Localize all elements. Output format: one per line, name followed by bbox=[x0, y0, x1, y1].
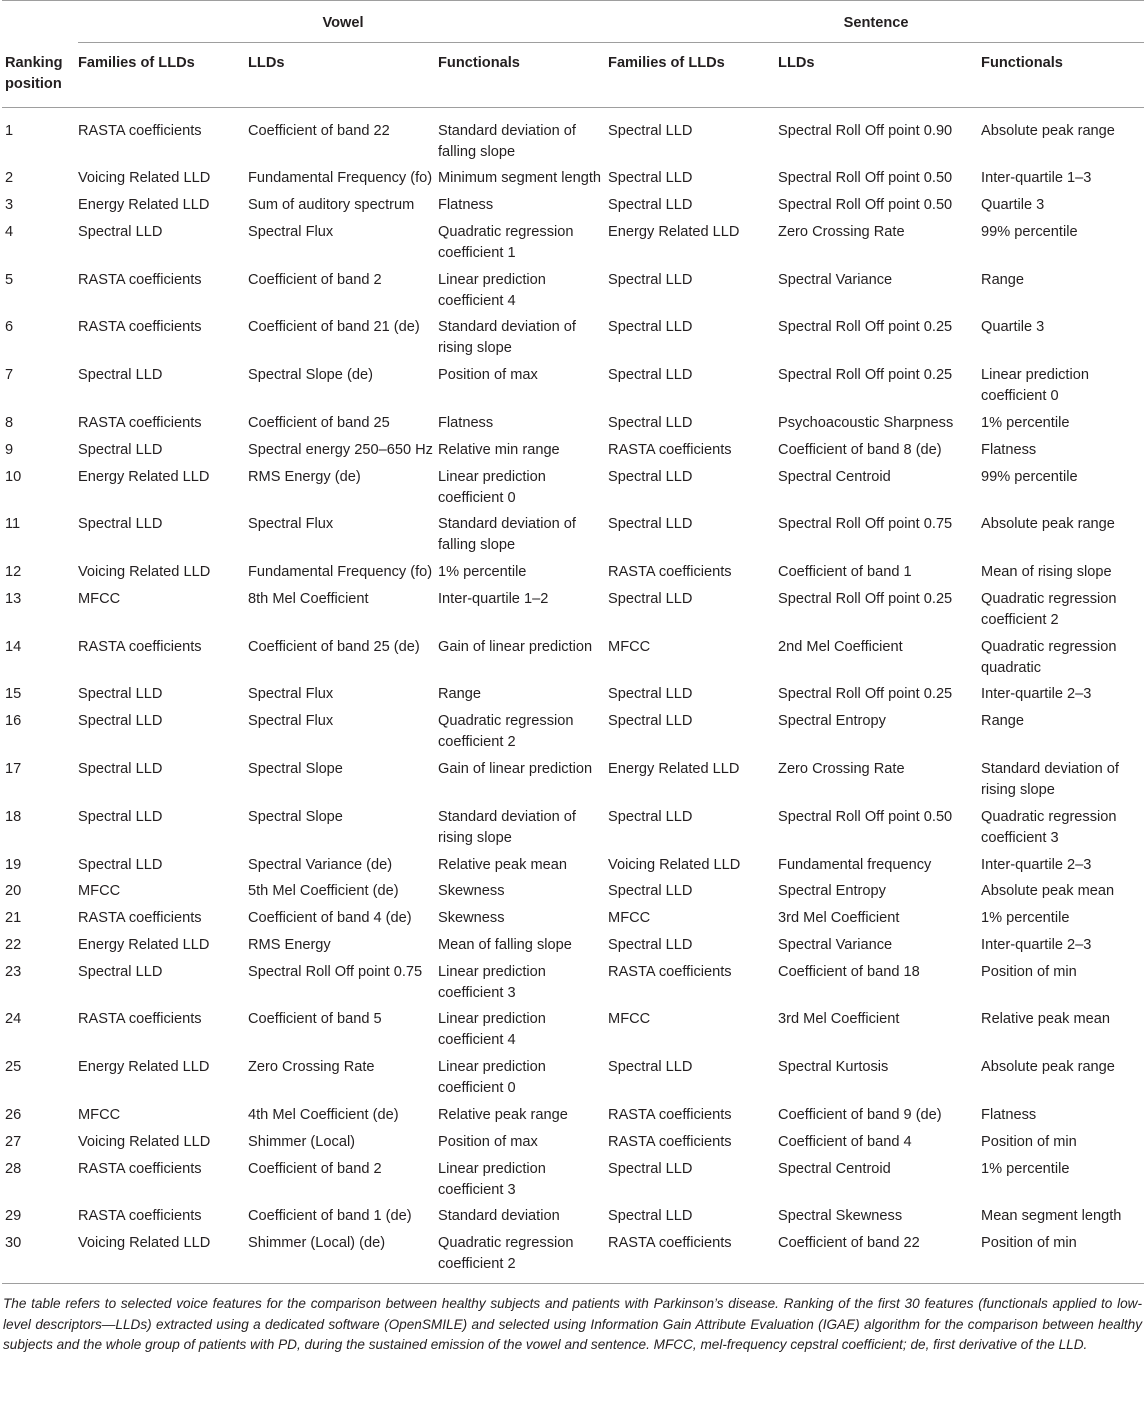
table-row bbox=[2, 509, 1144, 557]
cell-sentence-functional: Inter-quartile 2–3 bbox=[981, 856, 1092, 873]
cell-vowel-functional: Skewness bbox=[438, 883, 505, 900]
cell-sentence-lld: Spectral Kurtosis bbox=[778, 1059, 889, 1076]
cell-rank: 3 bbox=[5, 197, 14, 214]
cell-sentence-lld: 3rd Mel Coefficient bbox=[778, 1011, 900, 1028]
cell-sentence-functional: Flatness bbox=[981, 1107, 1037, 1124]
cell-rank: 19 bbox=[5, 856, 22, 873]
cell-sentence-family: Spectral LLD bbox=[608, 170, 693, 187]
cell-vowel-lld: Coefficient of band 22 bbox=[248, 122, 390, 139]
cell-vowel-functional: Position of max bbox=[438, 1133, 538, 1150]
cell-vowel-family: Energy Related LLD bbox=[78, 1059, 210, 1076]
cell-vowel-family: RASTA coefficients bbox=[78, 271, 202, 288]
cell-vowel-family: Energy Related LLD bbox=[78, 468, 210, 485]
cell-vowel-family: Spectral LLD bbox=[78, 963, 163, 980]
cell-sentence-family: Spectral LLD bbox=[608, 686, 693, 703]
cell-rank: 23 bbox=[5, 963, 22, 980]
table-row bbox=[2, 1126, 1144, 1153]
cell-sentence-family: Spectral LLD bbox=[608, 808, 693, 825]
cell-rank: 21 bbox=[5, 910, 22, 927]
cell-sentence-family: RASTA coefficients bbox=[608, 564, 732, 581]
cell-sentence-functional: Position of min bbox=[981, 1228, 1144, 1284]
cell-sentence-functional: Position of min bbox=[981, 963, 1077, 980]
cell-vowel-lld: Coefficient of band 25 (de) bbox=[248, 638, 420, 655]
cell-sentence-functional: Quartile 3 bbox=[981, 319, 1045, 336]
cell-rank: 28 bbox=[5, 1160, 22, 1177]
table-row bbox=[2, 1153, 1144, 1201]
table-row bbox=[2, 107, 1144, 163]
cell-sentence-family: MFCC bbox=[608, 1011, 651, 1028]
cell-sentence-functional: Relative peak mean bbox=[981, 1011, 1111, 1028]
cell-vowel-family: Energy Related LLD bbox=[78, 936, 210, 953]
cell-rank: 17 bbox=[5, 761, 22, 777]
cell-vowel-family: Spectral LLD bbox=[78, 713, 163, 730]
cell-sentence-family: Spectral LLD bbox=[608, 1059, 693, 1076]
cell-sentence-functional: 1% percentile bbox=[981, 1160, 1070, 1177]
cell-sentence-lld: Zero Crossing Rate bbox=[778, 223, 905, 240]
cell-sentence-family: Spectral LLD bbox=[608, 1160, 693, 1177]
cell-sentence-family: Energy Related LLD bbox=[608, 761, 740, 777]
cell-sentence-lld: 3rd Mel Coefficient bbox=[778, 910, 900, 927]
cell-vowel-functional: Standard deviation of rising slope bbox=[438, 808, 576, 846]
cell-sentence-family: Spectral LLD bbox=[608, 883, 693, 900]
cell-vowel-lld: Coefficient of band 2 bbox=[248, 271, 382, 288]
cell-sentence-family: RASTA coefficients bbox=[608, 1133, 732, 1150]
group-header-vowel: Vowel bbox=[78, 1, 608, 43]
cell-sentence-functional: 1% percentile bbox=[981, 910, 1070, 927]
table-row bbox=[2, 956, 1144, 1004]
cell-vowel-lld: Spectral Slope bbox=[248, 761, 343, 777]
cell-vowel-functional: Flatness bbox=[438, 414, 494, 431]
cell-vowel-lld: Coefficient of band 5 bbox=[248, 1011, 382, 1028]
cell-sentence-functional: Position of min bbox=[981, 1133, 1077, 1150]
cell-vowel-lld: Fundamental Frequency (fo) bbox=[248, 170, 433, 187]
cell-sentence-lld: Spectral Entropy bbox=[778, 713, 886, 730]
group-header-sentence: Sentence bbox=[608, 1, 1144, 43]
cell-sentence-lld: Spectral Roll Off point 0.90 bbox=[778, 122, 953, 139]
cell-vowel-lld: Coefficient of band 2 bbox=[248, 1160, 382, 1177]
cell-vowel-functional: Standard deviation of rising slope bbox=[438, 319, 576, 357]
cell-vowel-lld: Spectral Flux bbox=[248, 686, 334, 703]
table-row bbox=[2, 216, 1144, 264]
cell-vowel-lld: Coefficient of band 25 bbox=[248, 414, 390, 431]
table-row bbox=[2, 557, 1144, 584]
cell-sentence-functional: Quadratic regression coefficient 2 bbox=[981, 590, 1117, 628]
group-header-row bbox=[2, 1, 1144, 43]
cell-sentence-family: Spectral LLD bbox=[608, 197, 693, 214]
cell-sentence-functional: Mean of rising slope bbox=[981, 564, 1112, 581]
cell-vowel-family: RASTA coefficients bbox=[78, 414, 202, 431]
cell-rank: 2 bbox=[5, 170, 14, 187]
cell-rank: 7 bbox=[5, 367, 14, 384]
cell-sentence-lld: Spectral Roll Off point 0.25 bbox=[778, 319, 953, 336]
cell-sentence-functional: 99% percentile bbox=[981, 468, 1078, 485]
col-header-vowel-functional: Functionals bbox=[438, 43, 608, 108]
table-row bbox=[2, 631, 1144, 679]
table-row bbox=[2, 360, 1144, 408]
cell-rank: 18 bbox=[5, 808, 22, 825]
table-row bbox=[2, 312, 1144, 360]
table-row bbox=[2, 876, 1144, 903]
cell-sentence-functional: Absolute peak range bbox=[981, 516, 1115, 533]
cell-sentence-lld: Spectral Roll Off point 0.25 bbox=[778, 590, 953, 607]
cell-sentence-lld: Spectral Centroid bbox=[778, 468, 891, 485]
table-row bbox=[2, 754, 1144, 802]
cell-vowel-functional: Linear prediction coefficient 0 bbox=[438, 1059, 546, 1097]
cell-vowel-family: Spectral LLD bbox=[78, 761, 163, 777]
cell-sentence-family: Spectral LLD bbox=[608, 319, 693, 336]
cell-vowel-family: RASTA coefficients bbox=[78, 319, 202, 336]
cell-vowel-lld: RMS Energy (de) bbox=[248, 468, 361, 485]
cell-sentence-lld: Coefficient of band 18 bbox=[778, 963, 920, 980]
cell-sentence-lld: Spectral Roll Off point 0.50 bbox=[778, 808, 953, 825]
cell-vowel-family: Energy Related LLD bbox=[78, 197, 210, 214]
cell-rank: 15 bbox=[5, 686, 22, 703]
table-row bbox=[2, 1004, 1144, 1052]
col-header-sentence-family: Families of LLDs bbox=[608, 43, 778, 108]
cell-vowel-lld: Fundamental Frequency (fo) bbox=[248, 564, 433, 581]
cell-vowel-lld: RMS Energy bbox=[248, 936, 331, 953]
cell-sentence-lld: Spectral Roll Off point 0.75 bbox=[778, 516, 953, 533]
cell-vowel-functional: Linear prediction coefficient 4 bbox=[438, 1011, 546, 1049]
cell-vowel-lld: 4th Mel Coefficient (de) bbox=[248, 1107, 399, 1124]
cell-vowel-lld: Spectral Slope (de) bbox=[248, 367, 373, 384]
cell-sentence-functional: Linear prediction coefficient 0 bbox=[981, 367, 1089, 405]
cell-vowel-family: RASTA coefficients bbox=[78, 1208, 202, 1225]
cell-sentence-lld: Spectral Variance bbox=[778, 271, 893, 288]
cell-vowel-family: RASTA coefficients bbox=[78, 122, 202, 139]
cell-sentence-family: Spectral LLD bbox=[608, 1208, 693, 1225]
cell-rank: 26 bbox=[5, 1107, 22, 1124]
cell-sentence-functional: Absolute peak range bbox=[981, 122, 1115, 139]
cell-rank: 4 bbox=[5, 223, 14, 240]
cell-sentence-functional: Inter-quartile 1–3 bbox=[981, 170, 1092, 187]
col-header-ranking: Ranking position bbox=[2, 43, 78, 108]
cell-sentence-lld: Coefficient of band 1 bbox=[778, 564, 912, 581]
cell-vowel-functional: Linear prediction coefficient 3 bbox=[438, 963, 546, 1001]
cell-sentence-functional: Absolute peak mean bbox=[981, 883, 1115, 900]
cell-rank: 8 bbox=[5, 414, 14, 431]
cell-sentence-lld: Spectral Roll Off point 0.50 bbox=[778, 170, 953, 187]
cell-sentence-functional: Quadratic regression quadratic bbox=[981, 638, 1117, 676]
cell-vowel-family: RASTA coefficients bbox=[78, 1011, 202, 1028]
cell-vowel-lld: 5th Mel Coefficient (de) bbox=[248, 883, 399, 900]
cell-sentence-family: Voicing Related LLD bbox=[608, 856, 741, 873]
cell-sentence-family: Spectral LLD bbox=[608, 468, 693, 485]
cell-sentence-lld: Zero Crossing Rate bbox=[778, 761, 905, 777]
cell-sentence-family: Spectral LLD bbox=[608, 516, 693, 533]
table-row bbox=[2, 1201, 1144, 1228]
cell-rank: 6 bbox=[5, 319, 14, 336]
cell-vowel-family: Spectral LLD bbox=[78, 856, 163, 873]
cell-vowel-lld: Spectral Flux bbox=[248, 516, 334, 533]
cell-vowel-functional: Gain of linear prediction bbox=[438, 761, 593, 777]
cell-sentence-functional: Range bbox=[981, 713, 1025, 730]
cell-vowel-family: MFCC bbox=[78, 590, 121, 607]
cell-sentence-lld: Spectral Roll Off point 0.25 bbox=[778, 367, 953, 384]
cell-vowel-family: Spectral LLD bbox=[78, 367, 163, 384]
cell-vowel-functional: Flatness bbox=[438, 197, 494, 214]
cell-vowel-family: RASTA coefficients bbox=[78, 910, 202, 927]
cell-vowel-functional: Quadratic regression coefficient 2 bbox=[438, 1228, 608, 1284]
cell-vowel-lld: Shimmer (Local) (de) bbox=[248, 1228, 438, 1284]
cell-vowel-functional: Standard deviation of falling slope bbox=[438, 122, 576, 160]
cell-rank: 9 bbox=[5, 441, 14, 458]
cell-vowel-functional: Standard deviation bbox=[438, 1208, 560, 1225]
cell-vowel-functional: Relative min range bbox=[438, 441, 560, 458]
cell-vowel-functional: Standard deviation of falling slope bbox=[438, 516, 576, 554]
cell-vowel-family: Voicing Related LLD bbox=[78, 1133, 211, 1150]
table-row bbox=[2, 583, 1144, 631]
cell-rank: 14 bbox=[5, 638, 22, 655]
cell-vowel-functional: Mean of falling slope bbox=[438, 936, 572, 953]
cell-sentence-lld: Spectral Entropy bbox=[778, 883, 886, 900]
cell-sentence-family: RASTA coefficients bbox=[608, 1107, 732, 1124]
cell-vowel-family: RASTA coefficients bbox=[78, 638, 202, 655]
col-header-vowel-family: Families of LLDs bbox=[78, 43, 248, 108]
cell-vowel-functional: Position of max bbox=[438, 367, 538, 384]
table-row bbox=[2, 1052, 1144, 1100]
cell-sentence-lld: Coefficient of band 4 bbox=[778, 1133, 912, 1150]
cell-vowel-lld: Spectral Variance (de) bbox=[248, 856, 393, 873]
cell-vowel-functional: Quadratic regression coefficient 1 bbox=[438, 223, 574, 261]
cell-rank: 27 bbox=[5, 1133, 22, 1150]
group-spacer bbox=[2, 1, 78, 43]
cell-vowel-functional: Gain of linear prediction bbox=[438, 638, 593, 655]
cell-vowel-lld: Spectral Roll Off point 0.75 bbox=[248, 963, 423, 980]
cell-sentence-functional: 1% percentile bbox=[981, 414, 1070, 431]
cell-sentence-family: RASTA coefficients bbox=[608, 441, 732, 458]
col-header-sentence-lld: LLDs bbox=[778, 43, 981, 108]
cell-vowel-functional: Inter-quartile 1–2 bbox=[438, 590, 549, 607]
cell-sentence-functional: Absolute peak range bbox=[981, 1059, 1115, 1076]
cell-sentence-lld: Coefficient of band 22 bbox=[778, 1228, 981, 1284]
cell-vowel-lld: Shimmer (Local) bbox=[248, 1133, 356, 1150]
cell-sentence-functional: Inter-quartile 2–3 bbox=[981, 686, 1092, 703]
cell-vowel-functional: Range bbox=[438, 686, 482, 703]
cell-sentence-functional: Mean segment length bbox=[981, 1208, 1122, 1225]
cell-rank: 12 bbox=[5, 564, 22, 581]
cell-sentence-functional: Quartile 3 bbox=[981, 197, 1045, 214]
cell-sentence-lld: Coefficient of band 8 (de) bbox=[778, 441, 942, 458]
cell-sentence-functional: Flatness bbox=[981, 441, 1037, 458]
table-body bbox=[2, 107, 1144, 1284]
cell-vowel-functional: Relative peak mean bbox=[438, 856, 567, 873]
cell-sentence-family: RASTA coefficients bbox=[608, 1228, 778, 1284]
table-footnote: The table refers to selected voice features for the comparison between healthy subjects and patients with Parkinson’s disease. Ranking of the first 30 features (functionals applied to low-level descriptors—LLDs) extracted using a dedicated software (OpenSMILE) and selected using Information Gain Attribute Evaluation (IGAE) algorithm for the comparison between healthy subjects and the whole group of patients with PD, during the sustained emission of the vowel and sentence. MFCC, mel-frequency cepstral coefficient; de, first derivative of the LLD. bbox=[3, 1296, 1142, 1353]
cell-rank: 22 bbox=[5, 936, 22, 953]
cell-vowel-functional: Quadratic regression coefficient 2 bbox=[438, 713, 574, 751]
cell-sentence-functional: Range bbox=[981, 271, 1025, 288]
table-row bbox=[2, 264, 1144, 312]
cell-vowel-lld: Coefficient of band 21 (de) bbox=[248, 319, 420, 336]
cell-sentence-lld: Coefficient of band 9 (de) bbox=[778, 1107, 942, 1124]
cell-vowel-lld: Coefficient of band 1 (de) bbox=[248, 1208, 412, 1225]
cell-rank: 16 bbox=[5, 713, 22, 730]
cell-vowel-functional: Linear prediction coefficient 0 bbox=[438, 468, 546, 506]
cell-sentence-lld: Psychoacoustic Sharpness bbox=[778, 414, 954, 431]
table-row bbox=[2, 849, 1144, 876]
cell-sentence-lld: Spectral Variance bbox=[778, 936, 893, 953]
cell-sentence-functional: 99% percentile bbox=[981, 223, 1078, 240]
cell-rank: 1 bbox=[5, 122, 14, 139]
table-row bbox=[2, 190, 1144, 217]
cell-sentence-family: Energy Related LLD bbox=[608, 223, 740, 240]
cell-sentence-family: Spectral LLD bbox=[608, 122, 693, 139]
cell-vowel-lld: Sum of auditory spectrum bbox=[248, 197, 415, 214]
cell-sentence-functional: Inter-quartile 2–3 bbox=[981, 936, 1092, 953]
table-row bbox=[2, 1228, 1144, 1284]
column-header-row bbox=[2, 43, 1144, 108]
table-row bbox=[2, 408, 1144, 435]
cell-vowel-family: Voicing Related LLD bbox=[78, 1228, 248, 1284]
cell-rank: 29 bbox=[5, 1208, 22, 1225]
table-row bbox=[2, 679, 1144, 706]
cell-sentence-lld: Spectral Centroid bbox=[778, 1160, 891, 1177]
features-table bbox=[2, 0, 1144, 1284]
cell-rank: 20 bbox=[5, 883, 22, 900]
cell-sentence-family: RASTA coefficients bbox=[608, 963, 732, 980]
cell-sentence-lld: Spectral Roll Off point 0.50 bbox=[778, 197, 953, 214]
cell-sentence-lld: Spectral Roll Off point 0.25 bbox=[778, 686, 953, 703]
table-row bbox=[2, 1100, 1144, 1127]
cell-vowel-lld: Zero Crossing Rate bbox=[248, 1059, 375, 1076]
cell-sentence-family: Spectral LLD bbox=[608, 590, 693, 607]
cell-vowel-family: Spectral LLD bbox=[78, 223, 163, 240]
cell-rank: 13 bbox=[5, 590, 22, 607]
table-row bbox=[2, 903, 1144, 930]
cell-sentence-lld: 2nd Mel Coefficient bbox=[778, 638, 903, 655]
cell-sentence-family: Spectral LLD bbox=[608, 713, 693, 730]
cell-vowel-functional: 1% percentile bbox=[438, 564, 527, 581]
cell-vowel-lld: 8th Mel Coefficient bbox=[248, 590, 369, 607]
cell-vowel-family: Spectral LLD bbox=[78, 441, 163, 458]
cell-rank: 30 bbox=[2, 1228, 78, 1284]
cell-vowel-lld: Coefficient of band 4 (de) bbox=[248, 910, 412, 927]
cell-vowel-functional: Skewness bbox=[438, 910, 505, 927]
cell-sentence-family: Spectral LLD bbox=[608, 936, 693, 953]
cell-vowel-family: RASTA coefficients bbox=[78, 1160, 202, 1177]
table-row bbox=[2, 461, 1144, 509]
table-row bbox=[2, 801, 1144, 849]
table-row bbox=[2, 163, 1144, 190]
cell-vowel-lld: Spectral Slope bbox=[248, 808, 343, 825]
cell-vowel-lld: Spectral energy 250–650 Hz bbox=[248, 441, 433, 458]
cell-rank: 24 bbox=[5, 1011, 22, 1028]
cell-vowel-family: MFCC bbox=[78, 883, 121, 900]
cell-sentence-functional: Standard deviation of rising slope bbox=[981, 761, 1119, 798]
cell-sentence-lld: Spectral Skewness bbox=[778, 1208, 903, 1225]
cell-sentence-family: MFCC bbox=[608, 910, 651, 927]
col-header-vowel-lld: LLDs bbox=[248, 43, 438, 108]
cell-sentence-functional: Quadratic regression coefficient 3 bbox=[981, 808, 1117, 846]
table-row bbox=[2, 706, 1144, 754]
cell-sentence-family: Spectral LLD bbox=[608, 271, 693, 288]
cell-sentence-lld: Fundamental frequency bbox=[778, 856, 932, 873]
cell-vowel-functional: Linear prediction coefficient 4 bbox=[438, 271, 546, 309]
cell-vowel-functional: Minimum segment length bbox=[438, 170, 602, 187]
cell-sentence-family: MFCC bbox=[608, 638, 651, 655]
cell-vowel-family: MFCC bbox=[78, 1107, 121, 1124]
cell-rank: 25 bbox=[5, 1059, 22, 1076]
cell-vowel-family: Spectral LLD bbox=[78, 516, 163, 533]
cell-vowel-family: Spectral LLD bbox=[78, 686, 163, 703]
table-row bbox=[2, 930, 1144, 957]
cell-vowel-family: Spectral LLD bbox=[78, 808, 163, 825]
cell-vowel-lld: Spectral Flux bbox=[248, 713, 334, 730]
cell-rank: 5 bbox=[5, 271, 14, 288]
col-header-sentence-functional: Functionals bbox=[981, 43, 1144, 108]
cell-vowel-family: Voicing Related LLD bbox=[78, 170, 211, 187]
cell-sentence-family: Spectral LLD bbox=[608, 367, 693, 384]
cell-vowel-family: Voicing Related LLD bbox=[78, 564, 211, 581]
cell-rank: 11 bbox=[5, 516, 21, 533]
cell-vowel-lld: Spectral Flux bbox=[248, 223, 334, 240]
cell-vowel-functional: Relative peak range bbox=[438, 1107, 568, 1124]
cell-vowel-functional: Linear prediction coefficient 3 bbox=[438, 1160, 546, 1198]
cell-rank: 10 bbox=[5, 468, 22, 485]
cell-sentence-family: Spectral LLD bbox=[608, 414, 693, 431]
table-row bbox=[2, 434, 1144, 461]
